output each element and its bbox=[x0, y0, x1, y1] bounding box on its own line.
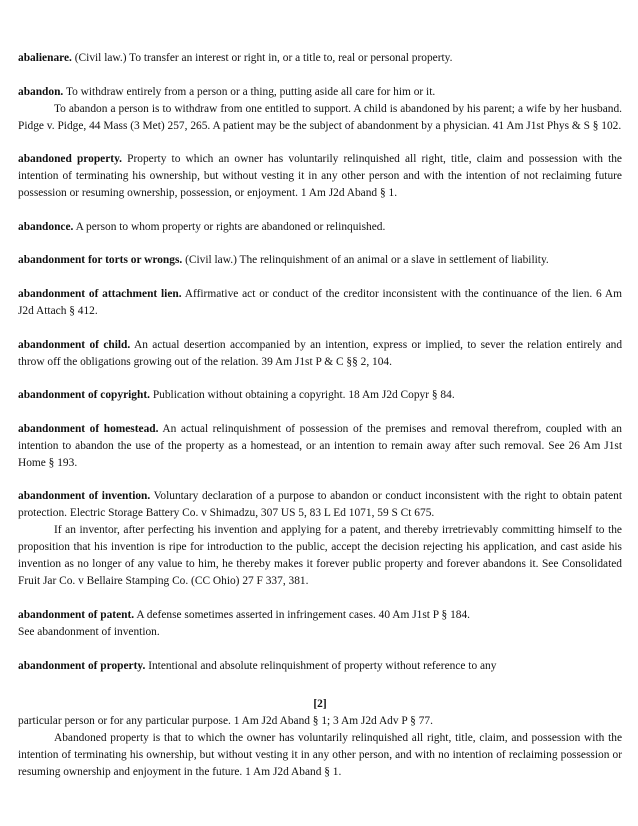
entry-term: abandoned property. bbox=[18, 153, 122, 166]
entry-abandonment-of-homestead bbox=[18, 421, 622, 472]
continuation-text bbox=[18, 713, 622, 781]
entry-term: abandonment of patent. bbox=[18, 608, 135, 621]
entry-term: abandonment of attachment lien. bbox=[18, 287, 182, 300]
continuation-paragraph: Abandoned property is that to which the owner has voluntarily relinquished all right, title, claim, and possession with the intention of terminating his ownership, but without vesting it in any other person, and with no intention of reclaiming possession or resuming ownership and enjoyment in the future. 1 Am J2d Aband § 1. bbox=[18, 731, 622, 778]
entry-abandon bbox=[18, 84, 622, 135]
entry-term: abandonce. bbox=[18, 220, 74, 233]
entry-text bbox=[18, 84, 622, 101]
entry-definition: Property to which an owner has voluntarily relinquished all right, title, claim and possession with the intention of terminating his ownership, but without vesting it in any other person and with the intention of not reclaiming future possession or resuming ownership, possession, or enjoyment. 1 Am J2d Aband § 1. bbox=[18, 153, 622, 200]
entry-text bbox=[18, 488, 622, 522]
entry-paragraph: If an inventor, after perfecting his invention and applying for a patent, and thereby irretrievably committing himself to the proposition that his invention is ripe for introduction to the public, accept the decision rejecting his application, and cast aside his invention as no longer of any value to him, he thereby makes it forever public property and forever abandons it. See Consolidated Fruit Jar Co. v Bellaire Stamping Co. (CC Ohio) 27 F 337, 381. bbox=[18, 524, 622, 588]
entry-abandonment-of-attachment-lien bbox=[18, 286, 622, 320]
entry-term: abandonment of invention. bbox=[18, 490, 151, 503]
entry-definition: A person to whom property or rights are abandoned or relinquished. bbox=[75, 220, 386, 233]
entry-term: abalienare. bbox=[18, 52, 72, 64]
entry-term: abandonment of homestead. bbox=[18, 422, 159, 435]
entry-text bbox=[18, 387, 622, 404]
entry-text bbox=[18, 337, 622, 371]
entry-term: abandon. bbox=[18, 85, 64, 98]
entry-definition: Voluntary declaration of a purpose to abandon or conduct inconsistent with the right to obtain patent protection. Electric Storage Battery Co. v Shimadzu, 307 US 5, 83 L Ed 1071, 59 S Ct 675. bbox=[18, 490, 622, 520]
entry-definition: To withdraw entirely from a person or a thing, putting aside all care for him or it. bbox=[65, 85, 436, 98]
entry-definition: Affirmative act or conduct of the creditor inconsistent with the continuance of the lien. 6 Am J2d Attach § 412. bbox=[18, 287, 622, 317]
entry-term: abandonment for torts or wrongs. bbox=[18, 254, 183, 267]
page-number: [2] bbox=[313, 697, 327, 710]
entry-abandonment-for-torts bbox=[18, 252, 622, 269]
entry-text bbox=[18, 658, 622, 675]
entry-text bbox=[18, 151, 622, 202]
entry-abandonment-of-property bbox=[18, 658, 622, 675]
entry-text bbox=[18, 50, 622, 67]
entry-abandonment-of-invention bbox=[18, 488, 622, 590]
entry-text bbox=[18, 252, 622, 269]
entry-term: abandonment of copyright. bbox=[18, 389, 150, 402]
entry-text bbox=[18, 421, 622, 472]
entry-abandonce bbox=[18, 219, 622, 236]
entry-abandonment-of-patent bbox=[18, 607, 622, 641]
entry-definition: Publication without obtaining a copyright. 18 Am J2d Copyr § 84. bbox=[152, 389, 455, 402]
entry-cross-reference: See abandonment of invention. bbox=[18, 625, 160, 638]
entry-text bbox=[18, 219, 622, 236]
entry-text bbox=[18, 607, 622, 624]
document-page bbox=[18, 50, 622, 781]
entry-definition: An actual desertion accompanied by an intention, express or implied, to sever the relation entirely and throw off the obligations growing out of the relation. 39 Am J1st P & C §§ 2, 104. bbox=[18, 338, 623, 368]
continuation-line: particular person or for any particular purpose. 1 Am J2d Aband § 1; 3 Am J2d Adv P § 77. bbox=[18, 714, 433, 727]
entry-paragraph: To abandon a person is to withdraw from one entitled to support. A child is abandoned by his parent; a wife by her husband. Pidge v. Pidge, 44 Mass (3 Met) 257, 265. A patient may be the subject of abandonment by a physician. 41 Am J1st Phys & S § 102. bbox=[18, 102, 622, 132]
entry-definition: Intentional and absolute relinquishment of property without reference to any bbox=[148, 659, 497, 672]
entry-text bbox=[18, 286, 622, 320]
entry-definition: An actual relinquishment of possession of the premises and removal therefrom, coupled with an intention to abandon the use of the property as a homestead, or an intention to remain away after such removal. See 26 Am J1st Home § 193. bbox=[18, 422, 622, 469]
entry-abalienare bbox=[18, 50, 622, 67]
entry-term: abandonment of child. bbox=[18, 338, 131, 351]
entry-definition: (Civil law.) To transfer an interest or right in, or a title to, real or personal property. bbox=[74, 52, 453, 64]
entry-definition: (Civil law.) The relinquishment of an animal or a slave in settlement of liability. bbox=[185, 254, 549, 267]
entry-abandoned-property bbox=[18, 151, 622, 202]
entry-abandonment-of-copyright bbox=[18, 387, 622, 404]
entry-definition: A defense sometimes asserted in infringement cases. 40 Am J1st P § 184. bbox=[136, 608, 471, 621]
entry-term: abandonment of property. bbox=[18, 659, 146, 672]
entry-abandonment-of-child bbox=[18, 337, 622, 371]
